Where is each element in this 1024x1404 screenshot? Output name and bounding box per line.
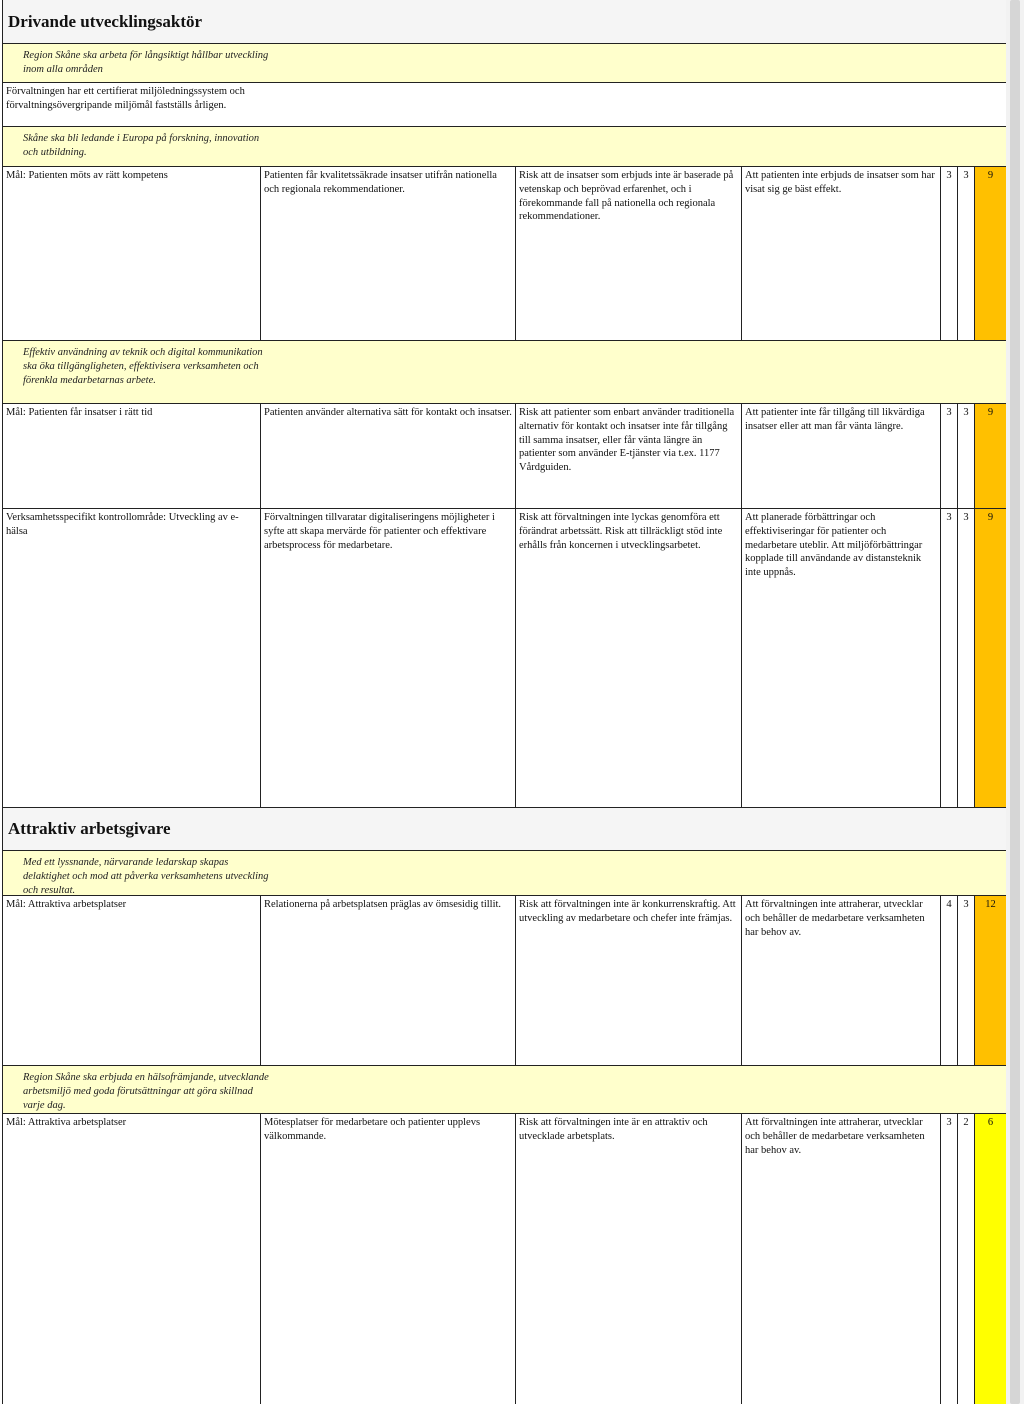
consequence-cell: Att förvaltningen inte attraherar, utvecklar och behåller de medarbetare verksamheten har behov av. [742, 1114, 941, 1404]
impact-cell: 3 [958, 404, 975, 508]
table-row [3, 509, 1006, 808]
control-cell: Patienten får kvalitetssäkrade insatser utifrån nationella och regionala rekommendationer. [261, 167, 516, 340]
vertical-scrollbar[interactable] [1006, 0, 1024, 1404]
goal-text: Region Skåne ska erbjuda en hälsofrämjande, utvecklande arbetsmiljö med goda förutsättningar att göra skillnad varje dag. [23, 1072, 269, 1111]
control-cell: Mötesplatser för medarbetare och patienter upplevs välkommande. [261, 1114, 516, 1404]
probability-cell: 3 [941, 404, 958, 508]
risk-cell: Risk att förvaltningen inte lyckas genomföra ett förändrat arbetssätt. Risk att tillräckligt stöd inte erhålls från koncernen i utvecklingsarbetet. [516, 509, 742, 807]
consequence-cell: Att patienter inte får tillgång till likvärdiga insatser eller att man får vänta längre. [742, 404, 941, 508]
risk-score-cell: 9 [975, 509, 1006, 807]
control-area-cell: Verksamhetsspecifikt kontrollområde: Utveckling av e-hälsa [3, 509, 261, 807]
goal-text: Skåne ska bli ledande i Europa på forskning, innovation och utbildning. [23, 133, 260, 158]
control-cell: Relationerna på arbetsplatsen präglas av ömsesidig tillit. [261, 896, 516, 1065]
probability-cell: 3 [941, 167, 958, 340]
goal-text: Region Skåne ska arbeta för långsiktigt hållbar utveckling inom alla områden [23, 50, 269, 75]
goal-text: Med ett lyssnande, närvarande ledarskap skapas delaktighet och mod att påverka verksamhetens utveckling och resultat. [23, 857, 269, 896]
goal-band [3, 44, 1006, 83]
impact-cell: 2 [958, 1114, 975, 1404]
risk-score-cell: 9 [975, 167, 1006, 340]
probability-cell: 3 [941, 509, 958, 807]
goal-band [3, 1066, 1006, 1114]
control-area-cell: Mål: Attraktiva arbetsplatser [3, 1114, 261, 1404]
consequence-cell: Att förvaltningen inte attraherar, utvecklar och behåller de medarbetare verksamheten har behov av. [742, 896, 941, 1065]
table-row [3, 1114, 1006, 1404]
control-area-cell: Mål: Patienten möts av rätt kompetens [3, 167, 261, 340]
risk-cell: Risk att de insatser som erbjuds inte är baserade på vetenskap och beprövad erfarenhet, och i förekommande fall på nationella och regionala rekommendationer. [516, 167, 742, 340]
risk-cell: Risk att förvaltningen inte är en attraktiv och utvecklade arbetsplats. [516, 1114, 742, 1404]
section-title-drivande [3, 0, 1006, 44]
table-row [3, 896, 1006, 1066]
impact-cell: 3 [958, 509, 975, 807]
risk-score-cell: 9 [975, 404, 1006, 508]
impact-cell: 3 [958, 167, 975, 340]
table-row [3, 167, 1006, 341]
control-area-cell: Mål: Attraktiva arbetsplatser [3, 896, 261, 1065]
risk-score-cell: 6 [975, 1114, 1006, 1404]
note-text: Förvaltningen har ett certifierat miljöledningssystem och förvaltningsövergripande miljömål fastställs årligen. [6, 86, 245, 111]
scrollbar-thumb[interactable] [1010, 0, 1020, 1404]
note-row [3, 83, 1006, 127]
risk-analysis-document [2, 0, 1006, 1404]
probability-cell: 3 [941, 1114, 958, 1404]
impact-cell: 3 [958, 896, 975, 1065]
probability-cell: 4 [941, 896, 958, 1065]
control-area-cell: Mål: Patienten får insatser i rätt tid [3, 404, 261, 508]
control-cell: Patienten använder alternativa sätt för kontakt och insatser. [261, 404, 516, 508]
goal-band [3, 127, 1006, 167]
goal-band [3, 851, 1006, 896]
risk-score-cell: 12 [975, 896, 1006, 1065]
goal-text: Effektiv användning av teknik och digital kommunikation ska öka tillgängligheten, effektivisera verksamheten och förenkla medarbetarnas arbete. [23, 347, 263, 386]
control-cell: Förvaltningen tillvaratar digitaliseringens möjligheter i syfte att skapa mervärde för patienter och effektivare arbetsprocess för medarbetare. [261, 509, 516, 807]
consequence-cell: Att patienten inte erbjuds de insatser som har visat sig ge bäst effekt. [742, 167, 941, 340]
section-title-attraktiv [3, 808, 1006, 851]
consequence-cell: Att planerade förbättringar och effektiviseringar för patienter och medarbetare uteblir. Att miljöförbättringar kopplade till användande av distansteknik inte uppnås. [742, 509, 941, 807]
goal-band [3, 341, 1006, 404]
section-title-text: Drivande utvecklingsaktör [8, 11, 203, 31]
table-row [3, 404, 1006, 509]
section-title-text: Attraktiv arbetsgivare [8, 819, 171, 838]
risk-cell: Risk att patienter som enbart använder traditionella alternativ för kontakt och insatser inte får tillgång till samma insatser, eller får vänta längre än patienter som använder E-tjänster via t.ex. 1177 Vårdguiden. [516, 404, 742, 508]
risk-cell: Risk att förvaltningen inte är konkurrenskraftig. Att utveckling av medarbetare och chefer inte främjas. [516, 896, 742, 1065]
